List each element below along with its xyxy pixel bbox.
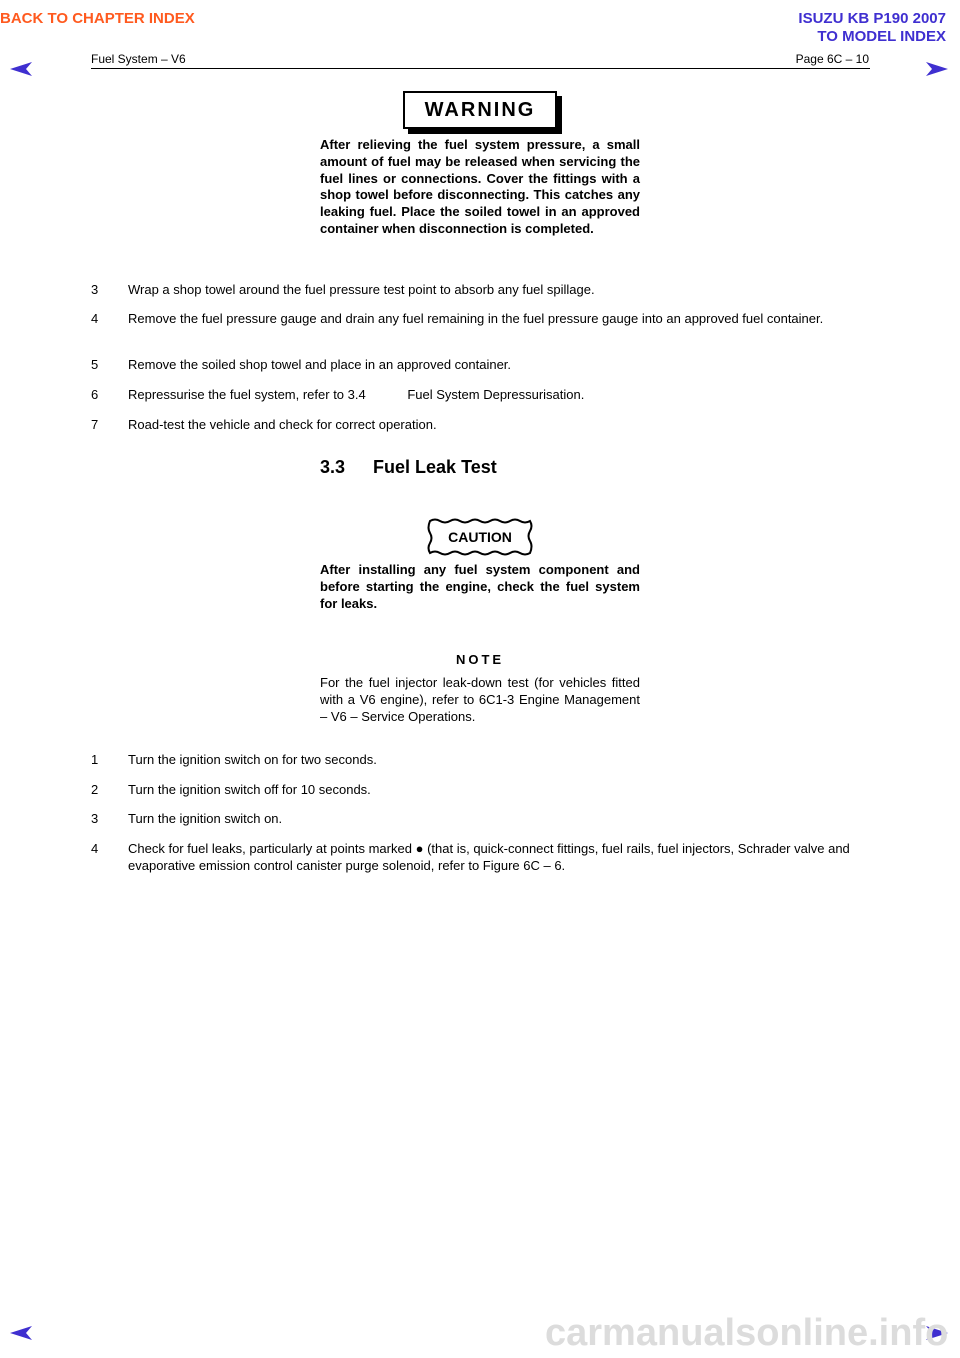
step-text: Wrap a shop towel around the fuel pressure test point to absorb any fuel spillage. <box>128 282 595 297</box>
caution-label: CAUTION <box>448 529 512 545</box>
step-number: 6 <box>91 387 99 402</box>
step-text: Turn the ignition switch off for 10 seconds. <box>128 782 371 797</box>
list-item <box>91 416 871 433</box>
step-text: Remove the fuel pressure gauge and drain any fuel remaining in the fuel pressure gauge into an approved fuel container. <box>128 311 824 326</box>
section-heading <box>320 457 497 478</box>
step-text-main: Repressurise the fuel system, refer to 3.4 <box>128 387 366 402</box>
list-item <box>91 810 871 827</box>
list-item <box>91 310 871 327</box>
step-number: 3 <box>91 282 99 297</box>
step-text: Remove the soiled shop towel and place in an approved container. <box>128 357 512 372</box>
warning-label: WARNING <box>424 98 536 121</box>
list-item <box>91 356 871 373</box>
step-number: 7 <box>91 417 99 432</box>
warning-text: After relieving the fuel system pressure, a small amount of fuel may be released when servicing the fuel lines or connections. Cover the fittings with a shop towel before disconnecting. This catches any leaking fuel. Place the soiled towel in an approved container when disconnection is completed. <box>320 137 640 236</box>
list-item <box>91 751 871 768</box>
list-item <box>91 386 871 403</box>
step-text: Turn the ignition switch on. <box>128 811 283 826</box>
step-number: 1 <box>91 752 99 767</box>
model-title-line: ISUZU KB P190 2007 <box>798 10 946 27</box>
back-to-chapter-index-link[interactable]: BACK TO CHAPTER INDEX <box>0 10 195 27</box>
note-label: NOTE <box>455 652 505 667</box>
header-section-title: Fuel System – V6 <box>91 52 186 66</box>
header-divider <box>91 68 870 69</box>
step-text-main: Check for fuel leaks, particularly at points marked <box>128 841 412 856</box>
step-number: 5 <box>91 357 99 372</box>
model-index-link[interactable] <box>798 10 946 46</box>
step-text <box>128 386 871 403</box>
step-number: 4 <box>91 841 99 856</box>
header-page-number: Page 6C – 10 <box>795 52 869 66</box>
step-text <box>128 840 871 874</box>
warning-badge <box>403 91 557 129</box>
step-text: Turn the ignition switch on for two seconds. <box>128 752 377 767</box>
list-item <box>91 281 871 298</box>
model-index-line: TO MODEL INDEX <box>817 28 946 45</box>
bullet-marker-icon: ● <box>415 841 424 856</box>
prev-page-arrow-icon[interactable] <box>8 60 34 78</box>
prev-page-arrow-icon[interactable] <box>8 1324 34 1342</box>
section-number: 3.3 <box>320 457 346 477</box>
step-number: 2 <box>91 782 99 797</box>
step-number: 4 <box>91 311 99 326</box>
step-text-continued: (that is, quick-connect fittings, fuel rails, fuel injectors, Schrader valve and evaporative emission control canister purge solenoid, refer to Figure 6C – 6. <box>128 841 850 873</box>
watermark: carmanualsonline.info <box>545 1312 949 1354</box>
note-text: For the fuel injector leak-down test (for vehicles fitted with a V6 engine), refer to 6C1-3 Engine Management – V6 – Service Operations. <box>320 675 640 724</box>
list-item <box>91 781 871 798</box>
caution-text: After installing any fuel system component and before starting the engine, check the fuel system for leaks. <box>320 562 640 611</box>
step-text: Road-test the vehicle and check for correct operation. <box>128 417 437 432</box>
list-item <box>91 840 871 874</box>
next-page-arrow-icon[interactable] <box>924 60 950 78</box>
step-number: 3 <box>91 811 99 826</box>
section-title: Fuel Leak Test <box>373 457 497 477</box>
cross-reference-link[interactable]: Fuel System Depressurisation. <box>407 387 585 402</box>
